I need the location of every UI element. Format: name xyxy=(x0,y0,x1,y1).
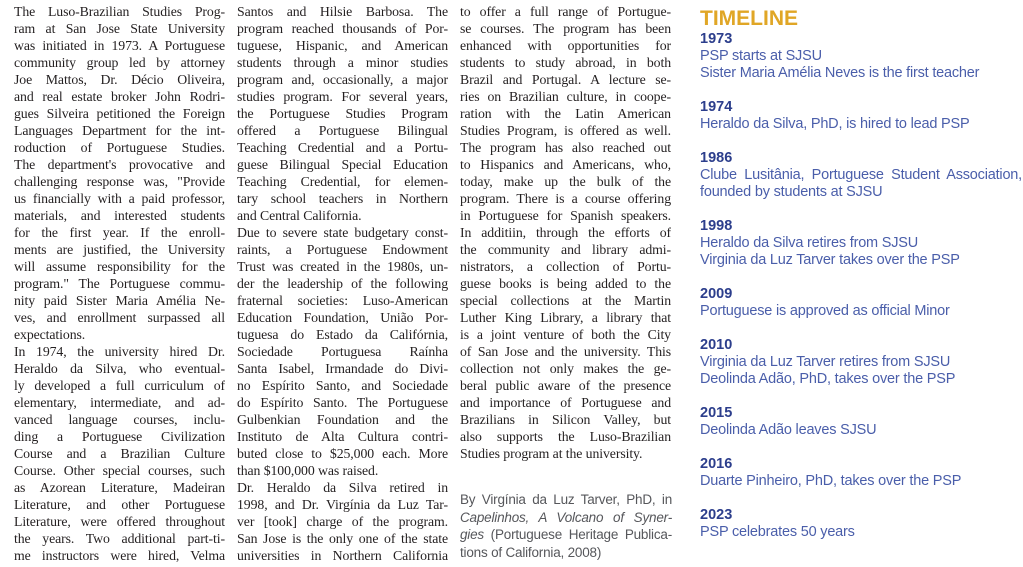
article-line: me instructors were hired, Velma xyxy=(14,548,225,563)
timeline-event xyxy=(700,150,1022,201)
article-line: Literature, were offered throughout xyxy=(14,514,225,529)
article-line: to Hispanics and Americans, who, xyxy=(460,157,671,172)
article-line: Santa Isabel, Irmandade do Divi- xyxy=(237,361,448,376)
timeline-entry-line: Heraldo da Silva, PhD, is hired to lead PSP xyxy=(700,116,970,132)
timeline-entry-line: Deolinda Adão, PhD, takes over the PSP xyxy=(700,371,956,387)
article-line: Teaching Credential and a Portu- xyxy=(237,140,448,155)
timeline-year: 2023 xyxy=(700,507,733,523)
article-line: the years. Two additional part-ti- xyxy=(14,531,225,546)
timeline-event xyxy=(700,218,1022,269)
article-line: expectations. xyxy=(14,327,86,342)
byline xyxy=(460,491,672,561)
byline-book-title: gies xyxy=(460,527,484,542)
timeline-entry-line: Sister Maria Amélia Neves is the first teacher xyxy=(700,65,980,81)
timeline-year: 1998 xyxy=(700,218,733,234)
byline-text: By Virgínia da Luz Tarver, PhD, in xyxy=(460,492,672,507)
article-line: Languages Department for the int- xyxy=(14,123,225,138)
article-line: the Portuguese Studies Program xyxy=(237,106,448,121)
article-line: than $100,000 was raised. xyxy=(237,463,379,478)
article-line: Luther King Library, a library that xyxy=(460,310,671,325)
article-line: elementary, intermediate, and ad- xyxy=(14,395,225,410)
article-line: ly developed a full curriculum of xyxy=(14,378,225,393)
timeline-event xyxy=(700,286,1022,320)
timeline-year: 2010 xyxy=(700,337,733,353)
timeline-year: 2009 xyxy=(700,286,733,302)
timeline-sidebar xyxy=(700,8,1022,558)
timeline-event xyxy=(700,31,1022,82)
article-line: ries on Brazilian culture, in coope- xyxy=(460,89,671,104)
article-line: Dr. Heraldo da Silva retired in xyxy=(237,480,448,495)
article-line: nistrators, a collection of Portu- xyxy=(460,259,671,274)
article-line: will assume responsibility for the xyxy=(14,259,225,274)
article-line: gues Silveira petitioned the Foreign xyxy=(14,106,225,121)
article-line: ves, and enrollment surpassed all xyxy=(14,310,225,325)
article-line: roduction of Portuguese Studies. xyxy=(14,140,225,155)
article-line: challenging response was, "Provide xyxy=(14,174,225,189)
article-line: Brazil and Portugal. A lecture se- xyxy=(460,72,671,87)
timeline-year: 2015 xyxy=(700,405,733,421)
article-line: guese books is being added to the xyxy=(460,276,671,291)
article-line: Due to severe state budgetary const- xyxy=(237,225,448,240)
timeline-events xyxy=(700,31,1022,541)
timeline-event xyxy=(700,337,1022,388)
timeline-title: TIMELINE xyxy=(700,7,798,30)
article-line: nity paid Sister Maria Amélia Ne- xyxy=(14,293,225,308)
article-line: Education Foundation, União Por- xyxy=(237,310,448,325)
byline-line xyxy=(460,544,672,562)
article-line: no Espírito Santo, and Sociedade xyxy=(237,378,448,393)
timeline-year: 2016 xyxy=(700,456,733,472)
article-line: enhanced with opportunities for xyxy=(460,38,671,53)
article-line: us financially with a paid professor, xyxy=(14,191,225,206)
timeline-year: 1973 xyxy=(700,31,733,47)
article-line: Instituto de Alta Cultura contri- xyxy=(237,429,448,444)
timeline-event xyxy=(700,99,1022,133)
article-line: se courses. The program has been xyxy=(460,21,671,36)
article-line: In 1974, the university hired Dr. xyxy=(14,344,225,359)
article-line: universities in Northern California xyxy=(237,548,448,563)
timeline-entry-line: founded by students at SJSU xyxy=(700,184,883,200)
article-line: for the first year. If the enroll- xyxy=(14,225,225,240)
timeline-event xyxy=(700,456,1022,490)
article-line: In additiin, through the efforts of xyxy=(460,225,671,240)
article-line: Teaching Credential, for elemen- xyxy=(237,174,448,189)
article-line: tuguesa do Estado da Califórnia, xyxy=(237,327,448,342)
timeline-entry-line: Duarte Pinheiro, PhD, takes over the PSP xyxy=(700,473,962,489)
timeline-entry-line: PSP starts at SJSU xyxy=(700,48,822,64)
article-line: students through a minor studies xyxy=(237,55,448,70)
byline-line xyxy=(460,509,672,527)
article-line: community group led by attorney xyxy=(14,55,225,70)
timeline-entry-line: Heraldo da Silva retires from SJSU xyxy=(700,235,919,251)
article-line: program and, occasionally, a major xyxy=(237,72,448,87)
article-line: ver [took] charge of the program. xyxy=(237,514,448,529)
article-line: special collections at the Martin xyxy=(460,293,671,308)
article-line: Trust was created in the 1980s, un- xyxy=(237,259,448,274)
article-line: Brazilians in Silicon Valley, but xyxy=(460,412,671,427)
article-line: Course and a Brazilian Culture xyxy=(14,446,225,461)
article-line: to offer a full range of Portugue- xyxy=(460,4,671,19)
byline-text: tions of California, 2008) xyxy=(460,544,602,560)
article-line: Course. Other special courses, such xyxy=(14,463,225,478)
timeline-entry-line: Clube Lusitânia, Portuguese Student Association, xyxy=(700,167,1022,183)
byline-line xyxy=(460,526,672,544)
article-line: Studies program at the university. xyxy=(460,446,643,461)
article-line: Joe Mattos, Dr. Décio Oliveira, xyxy=(14,72,225,87)
byline-text: (Portuguese Heritage Publica- xyxy=(483,527,672,542)
article-line: der the leadership of the following xyxy=(237,276,448,291)
timeline-entry-line: PSP celebrates 50 years xyxy=(700,524,855,540)
article-line: studies program. For several years, xyxy=(237,89,448,104)
article-line: 1998, and Dr. Virgínia da Luz Tar- xyxy=(237,497,448,512)
article-line: Heraldo da Silva, who eventual- xyxy=(14,361,225,376)
article-line: also supports the Luso-Brazilian xyxy=(460,429,671,444)
article-line: materials, and interested students xyxy=(14,208,225,223)
article-line: Sociedade Portuguesa Raínha xyxy=(237,344,448,359)
timeline-event xyxy=(700,507,1022,541)
article-line: Studies Program, is offered as well. xyxy=(460,123,671,138)
article-column-2 xyxy=(237,3,448,564)
article-line: and Central California. xyxy=(237,208,362,223)
timeline-year: 1986 xyxy=(700,150,733,166)
article-line: vanced language courses, inclu- xyxy=(14,412,225,427)
article-line: is a joint venture of both the City xyxy=(460,327,671,342)
article-line: ding a Portuguese Civilization xyxy=(14,429,225,444)
article-line: fraternal societies: Luso-American xyxy=(237,293,448,308)
byline-book-title: Capelinhos, A Volcano of Syner- xyxy=(460,509,672,525)
byline-line xyxy=(460,491,672,509)
article-line: program. There is a course offering xyxy=(460,191,671,206)
article-body xyxy=(14,3,671,564)
article-line: Santos and Hilsie Barbosa. The xyxy=(237,4,448,19)
article-line: and real estate broker John Rodri- xyxy=(14,89,225,104)
article-line: in Portuguese for Spanish speakers. xyxy=(460,208,671,223)
article-line: The Luso-Brazilian Studies Prog- xyxy=(14,4,225,19)
article-line: raints, a Portuguese Endowment xyxy=(237,242,448,257)
article-line: guese Bilingual Special Education xyxy=(237,157,448,172)
article-line: offered a Portuguese Bilingual xyxy=(237,123,448,138)
article-column-1 xyxy=(14,3,225,564)
article-line: tuguese, Hispanic, and American xyxy=(237,38,448,53)
timeline-event xyxy=(700,405,1022,439)
article-line: program." The Portuguese commu- xyxy=(14,276,225,291)
article-line: ration with the Latin American xyxy=(460,106,671,121)
article-line: ram at San Jose State University xyxy=(14,21,225,36)
article-line: Gulbenkian Foundation and the xyxy=(237,412,448,427)
article-line: of San Jose and the university. This xyxy=(460,344,671,359)
timeline-entry-line: Virginia da Luz Tarver takes over the PSP xyxy=(700,252,960,268)
timeline-year: 1974 xyxy=(700,99,733,115)
article-line: today, make up the bulk of the xyxy=(460,174,671,189)
article-line: and importance of Portuguese and xyxy=(460,395,671,410)
timeline-entry-line: Deolinda Adão leaves SJSU xyxy=(700,422,877,438)
article-line: program reached thousands of Por- xyxy=(237,21,448,36)
article-line: beral public aware of the presence xyxy=(460,378,671,393)
timeline-entry-line: Virginia da Luz Tarver retires from SJSU xyxy=(700,354,951,370)
article-line: as Azorean Literature, Madeiran xyxy=(14,480,225,495)
article-line: The program has also reached out xyxy=(460,140,671,155)
article-line: collection not only makes the ge- xyxy=(460,361,671,376)
article-line: the community and library admi- xyxy=(460,242,671,257)
timeline-entry-line: Portuguese is approved as official Minor xyxy=(700,303,950,319)
article-line: students to study abroad, in both xyxy=(460,55,671,70)
article-line: was initiated in 1973. A Portuguese xyxy=(14,38,225,53)
article-line: tary school teachers in Northern xyxy=(237,191,448,206)
article-column-3 xyxy=(460,3,671,564)
article-line: ments are justified, the University xyxy=(14,242,225,257)
article-line: do Espírito Santo. The Portuguese xyxy=(237,395,448,410)
article-line: buted close to $25,000 each. More xyxy=(237,446,448,461)
article-line: The department's provocative and xyxy=(14,157,225,172)
article-line: San Jose is the only one of the state xyxy=(237,531,448,546)
article-line: Literature, and other Portuguese xyxy=(14,497,225,512)
